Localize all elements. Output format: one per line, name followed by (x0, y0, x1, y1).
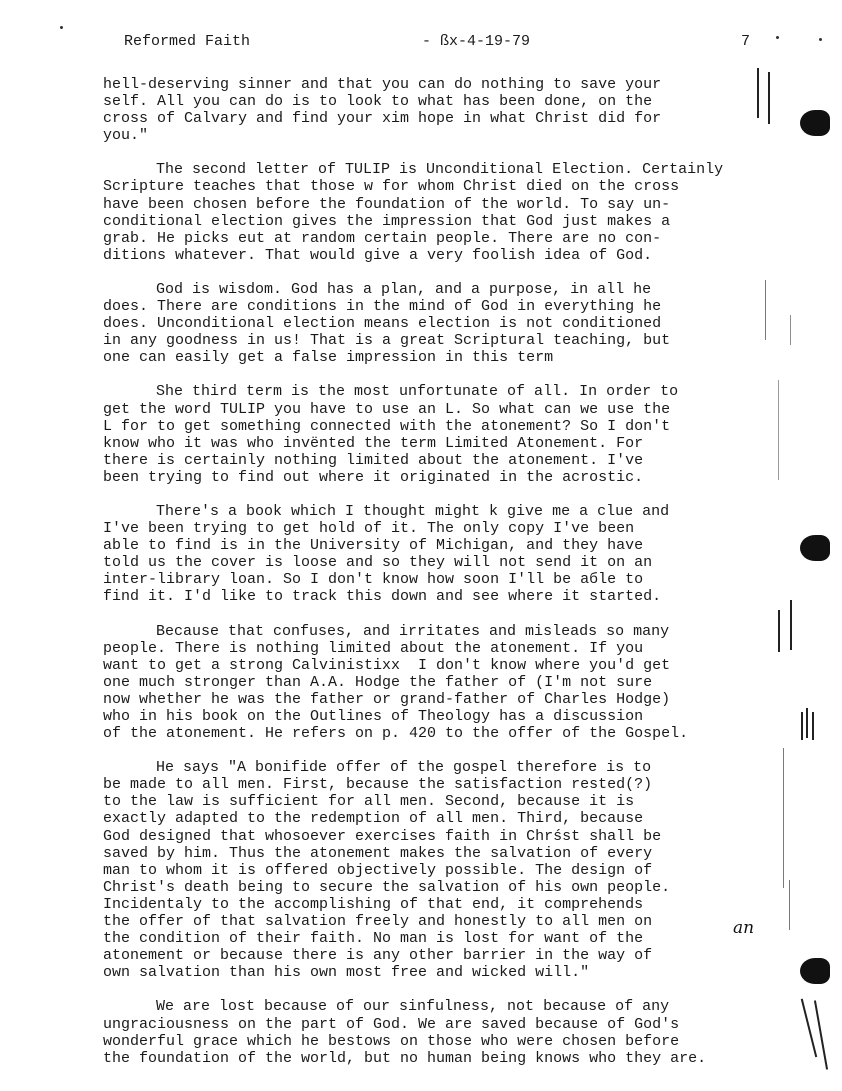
margin-mark (812, 712, 814, 740)
text-line: one much stronger than A.A. Hodge the father of (I'm not sure (103, 673, 653, 691)
speck (776, 36, 779, 39)
text-line: The second letter of TULIP is Unconditional Election. Certainly (156, 161, 724, 179)
text-line: does. There are conditions in the mind of God in everything he (103, 298, 662, 316)
header-title: Reformed Faith (124, 33, 251, 50)
text-line: God designed that whosoever exercises faith in Chrśst shall be (103, 827, 662, 845)
text-line: God is wisdom. God has a plan, and a purpose, in all he (156, 280, 652, 298)
text-line: saved by him. Thus the atonement makes the salvation of every (103, 844, 653, 862)
hole-punch-mark (800, 958, 830, 984)
margin-mark (778, 380, 779, 480)
page-number: 7 (741, 33, 751, 50)
margin-mark (768, 72, 770, 124)
text-line: ditions whatever. That would give a very foolish idea of God. (103, 246, 653, 264)
margin-mark (778, 610, 780, 652)
text-line: exactly adapted to the redemption of all men. Third, because (103, 810, 644, 828)
text-line: the foundation of the world, but no human being knows who they are. (103, 1049, 707, 1067)
paragraph (103, 161, 823, 264)
margin-mark (765, 280, 766, 340)
margin-mark (801, 712, 803, 740)
text-line: ungraciousness on the part of God. We are saved because of God's (103, 1015, 680, 1033)
margin-mark (790, 315, 791, 345)
text-line: Because that confuses, and irritates and misleads so many (156, 622, 670, 640)
paragraph (103, 503, 823, 606)
header-code: - ßx-4-19-79 (422, 33, 531, 50)
hole-punch-mark (800, 110, 830, 136)
paragraph (103, 281, 823, 366)
text-line: I've been trying to get hold of it. The only copy I've been (103, 520, 635, 538)
margin-mark (789, 880, 790, 930)
text-line: find it. I'd like to track this down and see where it started. (103, 588, 662, 606)
margin-mark (806, 708, 808, 738)
text-line: told us the cover is loose and so they will not send it on an (103, 554, 653, 572)
text-line: wonderful grace which he bestows on those who were chosen before (103, 1032, 680, 1050)
text-line: know who it was who invënted the term Limited Atonement. For (103, 434, 644, 452)
margin-mark (790, 600, 792, 650)
paragraph (103, 623, 823, 743)
text-line: there is certainly nothing limited about the atonement. I've (103, 451, 644, 469)
text-line: of the atonement. He refers on p. 420 to the offer of the Gospel. (103, 725, 689, 743)
text-line: grab. He picks eut at random certain people. There are no con- (103, 229, 662, 247)
text-line: Christ's death being to secure the salvation of his own people. (103, 878, 671, 896)
text-line: man to whom it is offered objectively possible. The design of (103, 861, 653, 879)
paragraph (103, 76, 823, 144)
document-body (103, 76, 823, 1084)
paragraph (103, 383, 823, 486)
text-line: self. All you can do is to look to what has been done, on the (103, 93, 653, 111)
text-line: want to get a strong Calvinistixx I don't know where you'd get (103, 656, 671, 674)
page-header (124, 33, 764, 53)
margin-mark (757, 68, 759, 118)
paragraph (103, 759, 823, 981)
text-line: inter-library loan. So I don't know how soon I'll be aбle to (103, 571, 644, 589)
speck (819, 38, 822, 41)
text-line: be made to all men. First, because the satisfaction rested(?) (103, 776, 653, 794)
text-line: There's a book which I thought might k give me a clue and (156, 502, 670, 520)
text-line: been trying to find out where it originated in the acrostic. (103, 468, 644, 486)
text-line: conditional election gives the impression that God just makes a (103, 212, 671, 230)
text-line: We are lost because of our sinfulness, not because of any (156, 998, 670, 1016)
text-line: to the law is sufficient for all men. Second, because it is (103, 793, 635, 811)
text-line: one can easily get a false impression in this term (103, 349, 554, 367)
text-line: get the word TULIP you have to use an L. So what can we use the (103, 400, 671, 418)
text-line: in any goodness in us! That is a great Scriptural teaching, but (103, 332, 671, 350)
hole-punch-mark (800, 535, 830, 561)
text-line: hell-deserving sinner and that you can do nothing to save your (103, 76, 662, 93)
text-line: She third term is the most unfortunate of all. In order to (156, 383, 679, 401)
speck (60, 26, 63, 29)
text-line: people. There is nothing limited about the atonement. If you (103, 639, 644, 657)
handwritten-insert: an (733, 918, 755, 938)
text-line: who in his book on the Outlines of Theology has a discussion (103, 708, 644, 725)
text-line: Scripture teaches that those w for whom Christ died on the cross (103, 178, 680, 196)
text-line: own salvation than his own most free and wicked will." (103, 964, 590, 982)
text-line: atonement or because there is any other barrier in the way of (103, 947, 653, 965)
text-line: you." (103, 127, 149, 145)
text-line: have been chosen before the foundation of the world. To say un- (103, 195, 671, 213)
paragraph (103, 998, 823, 1066)
text-line: the condition of their faith. No man is lost for want of the (103, 930, 644, 948)
text-line: now whether he was the father or grand-father of Charles Hodge) (103, 690, 671, 708)
text-line: He says "A bonifide offer of the gospel therefore is to (156, 759, 652, 777)
text-line: Incidentaly to the accomplishing of that end, it comprehends (103, 895, 644, 913)
text-line: does. Unconditional election means election is not conditioned (103, 315, 662, 333)
text-line: the offer of that salvation freely and honestly to all men on (103, 913, 653, 931)
text-line: cross of Calvary and find your xim hope in what Christ did for (103, 110, 662, 128)
text-line: L for to get something connected with the atonement? So I don't (103, 417, 671, 435)
margin-mark (783, 748, 784, 888)
text-line: able to find is in the University of Michigan, and they have (103, 537, 644, 555)
